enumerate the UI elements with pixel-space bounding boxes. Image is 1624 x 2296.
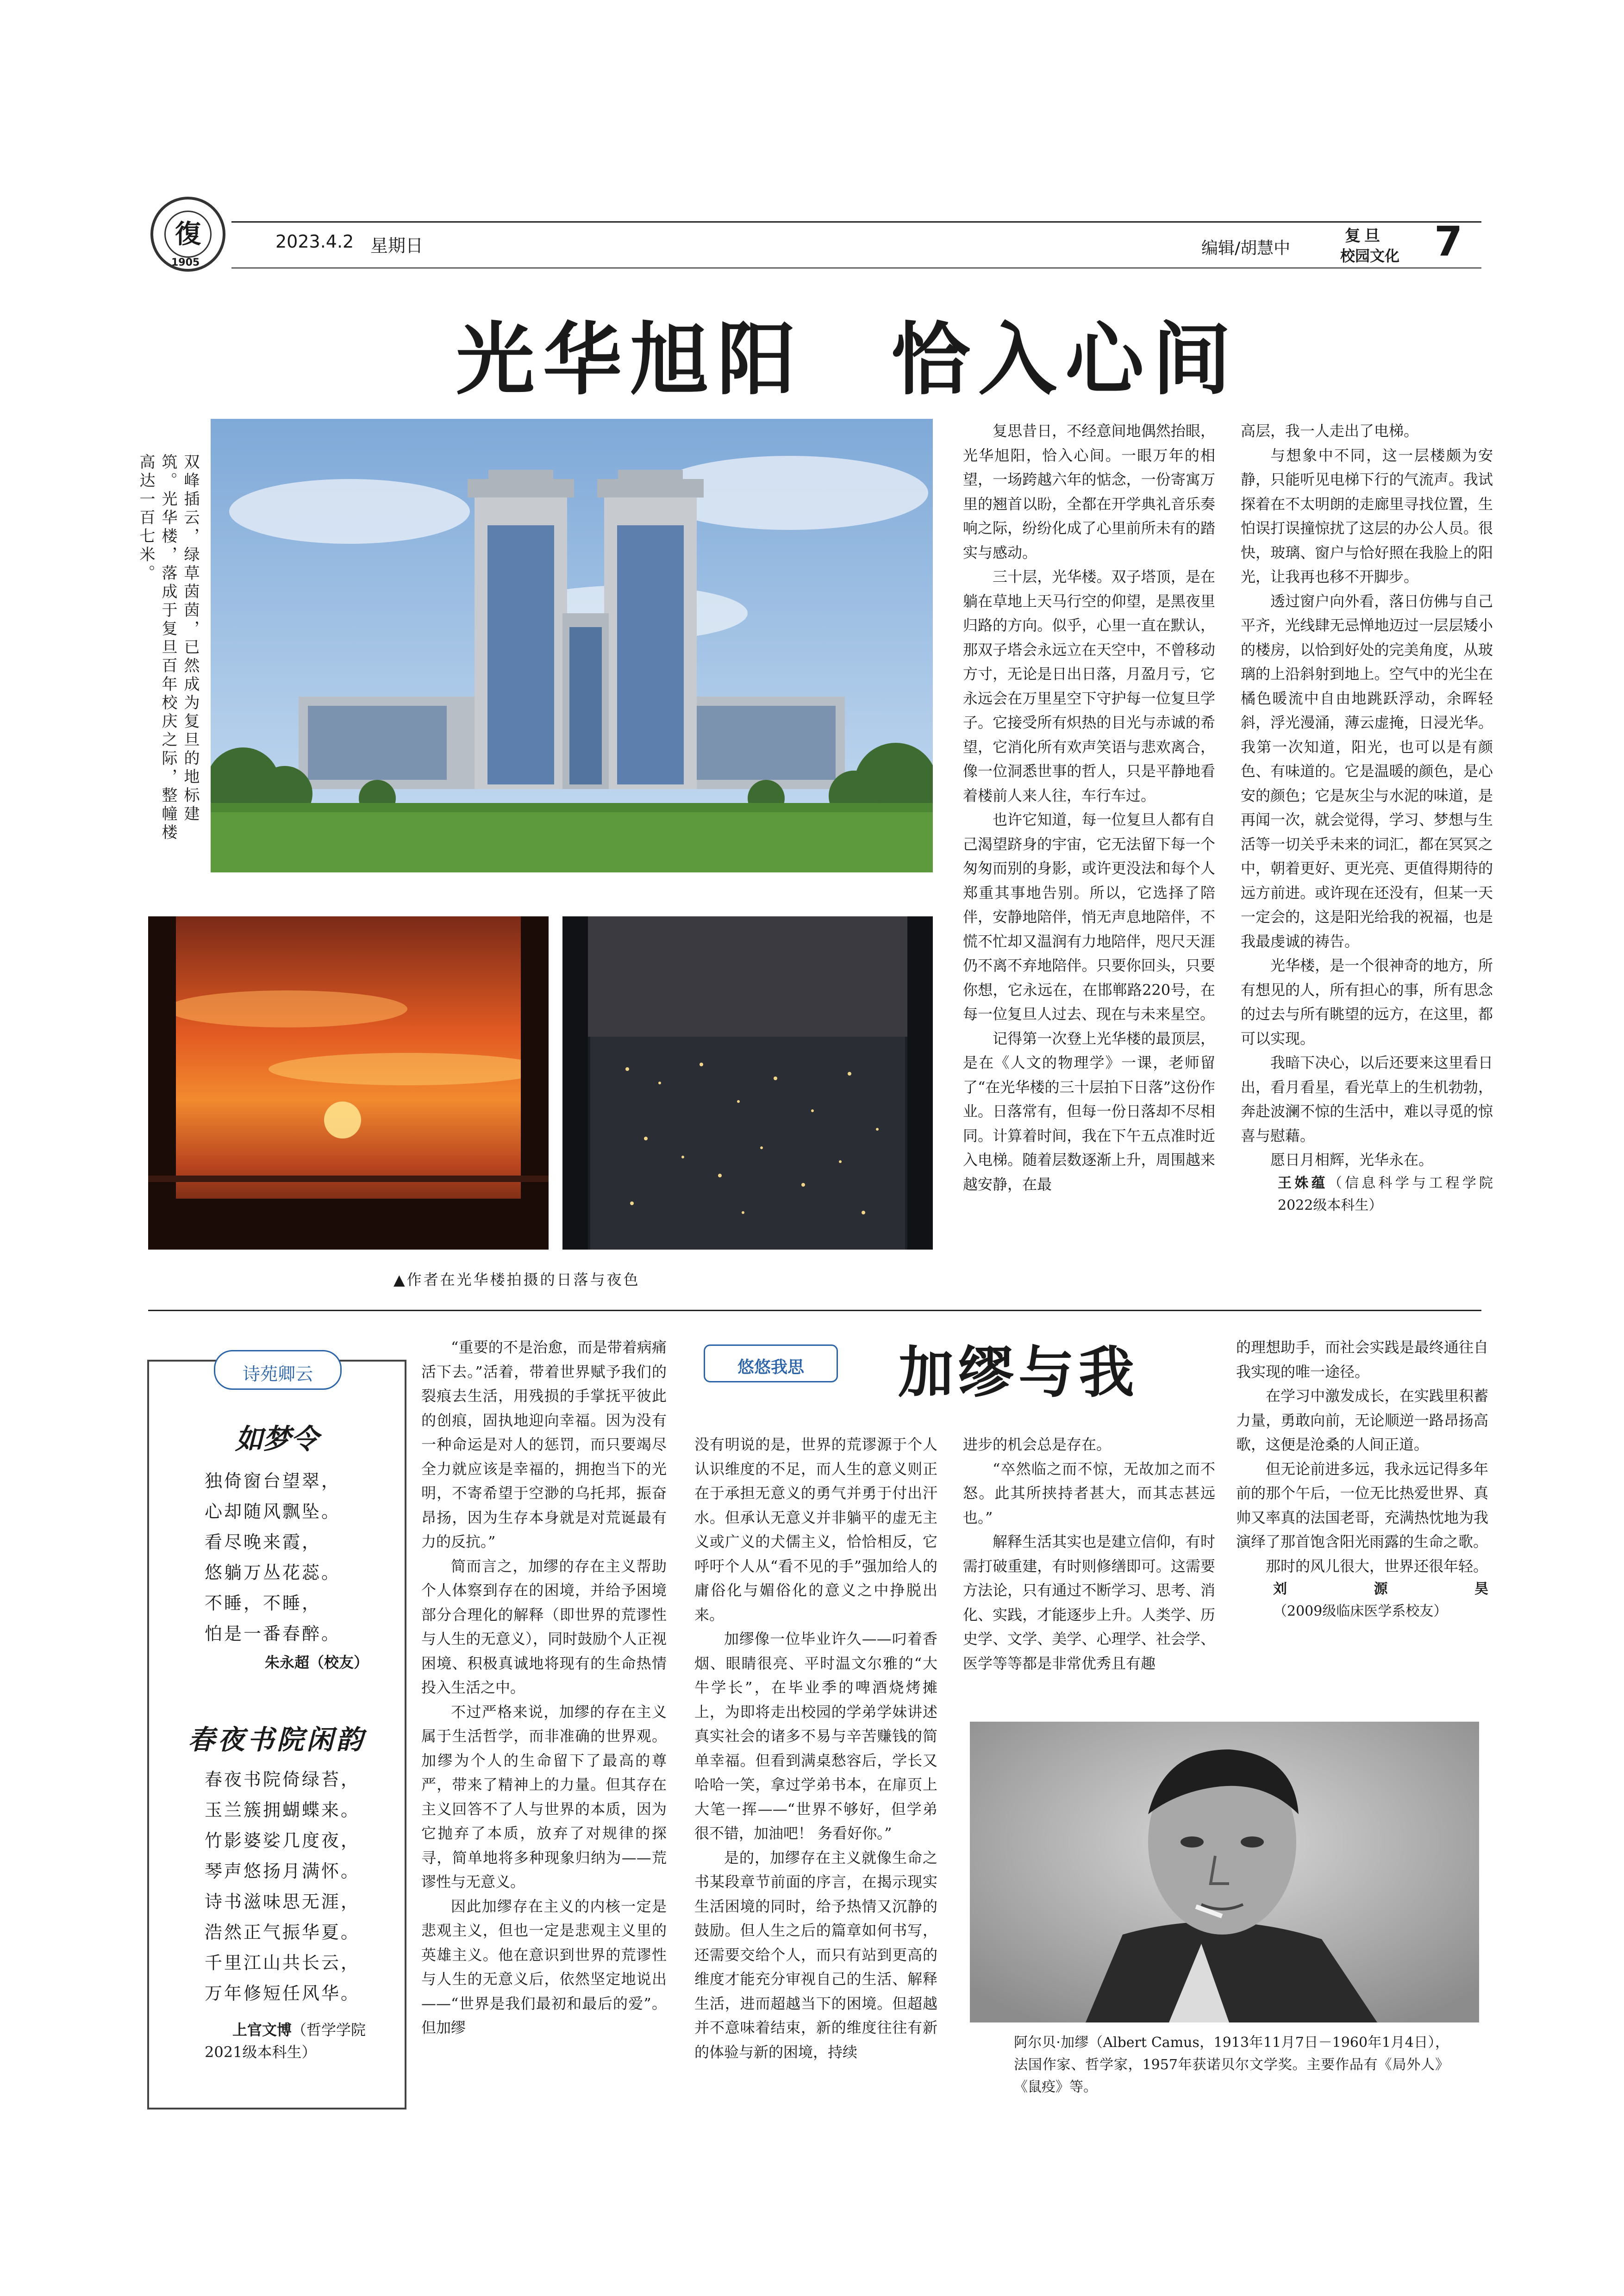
article2-paragraph: “卒然临之而不惊，无故加之而不怒。此其所挟持者甚大，而其志甚远也。”	[963, 1460, 1215, 1526]
poem-line: 琴声悠扬月满怀。	[205, 1861, 361, 1881]
article1-paragraph: 与想象中不同，这一层楼颇为安静，只能听见电梯下行的气流声。我试探着在不太明朗的走廊里寻找位置，生怕误打误撞惊扰了这层的办公人员。很快，玻璃、窗户与恰好照在我脸上的阳光，让我再也移不开脚步。	[1241, 446, 1493, 585]
article2-paragraph: 解释生活其实也是建立信仰，有时需打破重建，有时则修缮即可。这需要方法论，只有通过不断学习、思考、消化、实践，才能逐步上升。人类学、历史学、文学、美学、心理学、社会学、医学等等都是非常优秀且有趣	[963, 1533, 1215, 1672]
article1-paragraph: 我暗下决心，以后还要来这里看日出，看月看星，看光草上的生机勃勃，奔赴波澜不惊的生活中，难以寻觅的惊喜与慰藉。	[1241, 1054, 1493, 1145]
article2-column-4	[1236, 1335, 1488, 1701]
article1-paragraph: 高层，我一人走出了电梯。	[1241, 422, 1419, 440]
poem-line: 看尽晚来霞，	[205, 1532, 322, 1552]
poem-line: 玉兰簇拥蝴蝶来。	[205, 1800, 361, 1820]
poem-line: 悠躺万丛花蕊。	[205, 1562, 341, 1583]
issue-weekday: 星期日	[370, 236, 424, 256]
poem-line: 春夜书院倚绿苔，	[205, 1769, 361, 1790]
article2-paragraph: 但无论前进多远，我永远记得多年前的那个午后，一位无比热爱世界、真帅又率真的法国老哥，充满热忱地为我演绎了那首饱含阳光雨露的生命之歌。	[1236, 1460, 1488, 1550]
issue-date: 2023.4.2	[275, 231, 354, 252]
poem-line: 不睡，不睡，	[205, 1593, 322, 1613]
article1-paragraph: 透过窗户向外看，落日仿佛与自己平齐，光线肆无忌惮地迈过一层层矮小的楼房，以恰到好处的完美角度，从玻璃的上沿斜射到地上。空气中的光尘在橘色暖流中自由地跳跃浮动，余晖轻斜，浮光漫涌，薄云虚掩，日浸光华。我第一次知道，阳光，也可以是有颜色、有味道的。它是温暖的颜色，是心安的颜色；它是灰尘与水泥的味道，是再闻一次，就会觉得，学习、梦想与生活等一切关乎未来的词汇，都在冥冥之中，朝着更好、更光亮、更值得期待的远方前进。或许现在还没有，但某一天一定会的，这是阳光给我的祝福，也是我最虔诚的祷告。	[1241, 592, 1493, 950]
article2-paragraph: 在学习中激发成长，在实践里积蓄力量，勇敢向前，无论顺逆一路昂扬高歌，这便是沧桑的人间正道。	[1236, 1387, 1488, 1453]
poem-line: 独倚窗台望翠，	[205, 1471, 341, 1491]
guanghua-tower-photo	[211, 419, 933, 872]
poem1-title: 如梦令	[235, 1423, 319, 1456]
poetry-box	[147, 1360, 406, 2109]
author-affiliation: （哲学学院2021级本科生）	[205, 2021, 366, 2061]
article2-paragraph: 加缪像一位毕业许久——叼着香烟、眼睛很亮、平时温文尔雅的“大牛学长”，在毕业季的啤酒烧烤摊上，为即将走出校园的学弟学妹讲述真实社会的诸多不易与辛苦赚钱的简单幸福。但看到满桌愁容后，学长又哈哈一笑，拿过学弟书本，在扉页上大笔一挥——“世界不够好，但学弟很不错，加油吧！ 务看好你。”	[694, 1630, 937, 1842]
article1-paragraph: 复思昔日，不经意间地偶然抬眼，光华旭阳，恰入心间。一眼万年的相望，一场跨越六年的惦念，一份寄寓万里的翘首以盼，全都在开学典礼音乐奏响之际，纷纷化成了心里前所未有的踏实与感动。	[963, 422, 1215, 561]
poetry-badge-label: 诗苑卿云	[242, 1364, 313, 1384]
poem2-body	[149, 1764, 405, 2009]
article2-paragraph: “重要的不是治愈，而是带着病痛活下去。”活着，带着世界赋予我们的裂痕去生活，用残损的手掌抚平彼此的创痕，固执地迎向幸福。因为没有一种命运是对人的惩罚，而只要竭尽全力就应该是幸福的，拥抱当下的光明，不寄希望于空渺的乌托邦，振奋昂扬，因为生存本身就是对荒诞最有力的反抗。”	[421, 1338, 667, 1550]
column-badge	[704, 1344, 838, 1382]
poem-line: 竹影婆娑几度夜，	[205, 1830, 361, 1851]
logo-year: 1905	[171, 257, 200, 268]
article2-paragraph: 因此加缪存在主义的内核一定是悲观主义，但也一定是悲观主义里的英雄主义。他在意识到世界的荒谬性与人生的无意义后，依然坚定地说出——“世界是我们最初和最后的爱”。但加缪	[421, 1897, 667, 2036]
poem-line: 怕是一番春醉。	[205, 1624, 341, 1644]
article1-headline: 光华旭阳 恰入心间	[456, 314, 1240, 406]
article2-paragraph: 进步的机会总是存在。	[963, 1436, 1112, 1453]
logo-character: 復	[164, 211, 212, 258]
section-name-top: 复旦	[1345, 227, 1384, 245]
poem-line: 浩然正气振华夏。	[205, 1922, 361, 1942]
article2-paragraph: 简而言之，加缪的存在主义帮助个人体察到存在的困境，并给予困境部分合理化的解释（即世界的荒谬性与人生的无意义），同时鼓励个人正视困境、积极真诚地将现有的生命热情投入生活之中。	[421, 1557, 667, 1696]
poem-line: 万年修短任风华。	[205, 1983, 361, 2004]
article2-column-1	[421, 1335, 667, 2113]
article2-paragraph: 那时的风儿很大，世界还很年轻。	[1266, 1557, 1488, 1575]
article2-headline: 加缪与我	[898, 1340, 1139, 1405]
article2-paragraph: 的理想助手，而社会实践是最终通往自我实现的唯一途径。	[1236, 1338, 1488, 1381]
article1-column-2	[1241, 419, 1493, 1298]
article1-paragraph: 也许它知道，每一位复旦人都有自己渴望跻身的宇宙，它无法留下每一个匆匆而别的身影，或许更没法和每个人郑重其事地告别。所以，它选择了陪伴，安静地陪伴，悄无声息地陪伴，不慌不忙却又温润有力地陪伴，咫尺天涯仍不离不弃地陪伴。只要你回头，只要你想，它永远在，在邯郸路220号，在每一位复旦人过去、现在与未来星空。	[963, 811, 1215, 1023]
poem1-body	[149, 1466, 405, 1649]
article1-paragraph: 光华楼，是一个很神奇的地方，所有想见的人，所有担心的事，所有思念的过去与所有眺望的远方，在这里，都可以实现。	[1241, 957, 1493, 1047]
article1-side-caption: 双峰插云，绿草茵茵，已然成为复旦的地标建筑。光华楼，落成于复旦百年校庆之际，整幢楼高达一百七米。	[137, 454, 200, 842]
article2-paragraph: 不过严格来说，加缪的存在主义属于生活哲学，而非准确的世界观。加缪为个人的生命留下了最高的尊严，带来了精神上的力量。但其存在主义回答不了人与世界的本质，因为它抛弃了本质，放弃了对规律的探寻，简单地将多种现象归纳为——荒谬性与无意义。	[421, 1703, 667, 1891]
poetry-badge	[214, 1350, 342, 1390]
editor-credit: 编辑/胡慧中	[1201, 239, 1291, 258]
article2-column-2	[694, 1432, 937, 2113]
poem2-byline	[205, 2019, 390, 2063]
poem-line: 心却随风飘坠。	[205, 1501, 341, 1522]
article2-byline	[1236, 1578, 1488, 1623]
header-rule-top	[231, 221, 1481, 223]
author-affiliation: （信息科学与工程学院2022级本科生）	[1278, 1175, 1493, 1213]
camus-portrait-photo	[970, 1722, 1479, 2022]
article2-paragraph: 没有明说的是，世界的荒谬源于个人认识维度的不足，而人生的意义则正在于承担无意义的勇气并勇于付出汗水。但承认无意义并非躺平的虚无主义或广义的犬儒主义，恰恰相反，它呼吁个人从“看不见的手”强加给人的庸俗化与媚俗化的意义之中挣脱出来。	[694, 1436, 937, 1624]
poem-line: 诗书滋味思无涯，	[205, 1892, 361, 1912]
article2-paragraph: 是的，加缪存在主义就像生命之书某段章节前面的序言，在揭示现实生活困境的同时，给予热情又沉静的鼓励。但人生之后的篇章如何书写，还需要交给个人，而只有站到更高的维度才能充分审视自己的生活、解释生活，进而超越当下的困境。但超越并不意味着结束，新的维度往往有新的体验与新的困境，持续	[694, 1848, 937, 2061]
author-affiliation: （2009级临床医学系校友）	[1273, 1603, 1448, 1619]
author-name: 上官文博	[232, 2021, 292, 2039]
article1-paragraph: 三十层，光华楼。双子塔顶，是在躺在草地上天马行空的仰望，是黑夜里归路的方向。似乎，心里一直在默认，那双子塔会永远立在天空中，不曾移动方寸，无论是日出日落，月盈月亏，它永远会在万里星空下守护每一位复旦学子。它接受所有炽热的目光与赤诚的希望，它消化所有欢声笑语与悲欢离合，像一位洞悉世事的哲人，只是平静地看着楼前人来人往，车行车过。	[963, 568, 1215, 804]
author-name: 王姝蕴	[1278, 1175, 1328, 1191]
article1-column-1	[963, 419, 1215, 1298]
author-name: 刘源昊	[1273, 1581, 1488, 1597]
article1-paragraph: 记得第一次登上光华楼的最顶层，是在《人文的物理学》一课，老师留了“在光华楼的三十层拍下日落”这份作业。日落常有，但每一份日落却不尽相同。计算着时间，我在下午五点准时近入电梯。随着层数逐渐上升，周围越来越安静，在最	[963, 1029, 1215, 1193]
poem2-title: 春夜书院闲韵	[187, 1724, 366, 1755]
article1-paragraph: 愿日月相辉，光华永在。	[1270, 1151, 1434, 1169]
night-view-photo	[562, 916, 933, 1250]
poem-line: 千里江山共长云，	[205, 1953, 361, 1973]
column-badge-label: 悠悠我思	[737, 1357, 804, 1377]
page-number: 7	[1434, 218, 1463, 265]
section-name-bottom: 校园文化	[1340, 247, 1400, 265]
section-divider	[148, 1310, 1481, 1311]
article1-photo-caption: ▲作者在光华楼拍摄的日落与夜色	[394, 1271, 640, 1288]
article2-column-3	[963, 1432, 1215, 1701]
poem1-author: 朱永超（校友）	[265, 1654, 369, 1671]
article1-byline	[1241, 1172, 1493, 1217]
camus-photo-caption: 阿尔贝·加缪（Albert Camus，1913年11月7日－1960年1月4日），法国作家、哲学家，1957年获诺贝尔文学奖。主要作品有《局外人》《鼠疫》等。	[1014, 2035, 1449, 2095]
sunset-photo	[148, 916, 549, 1250]
